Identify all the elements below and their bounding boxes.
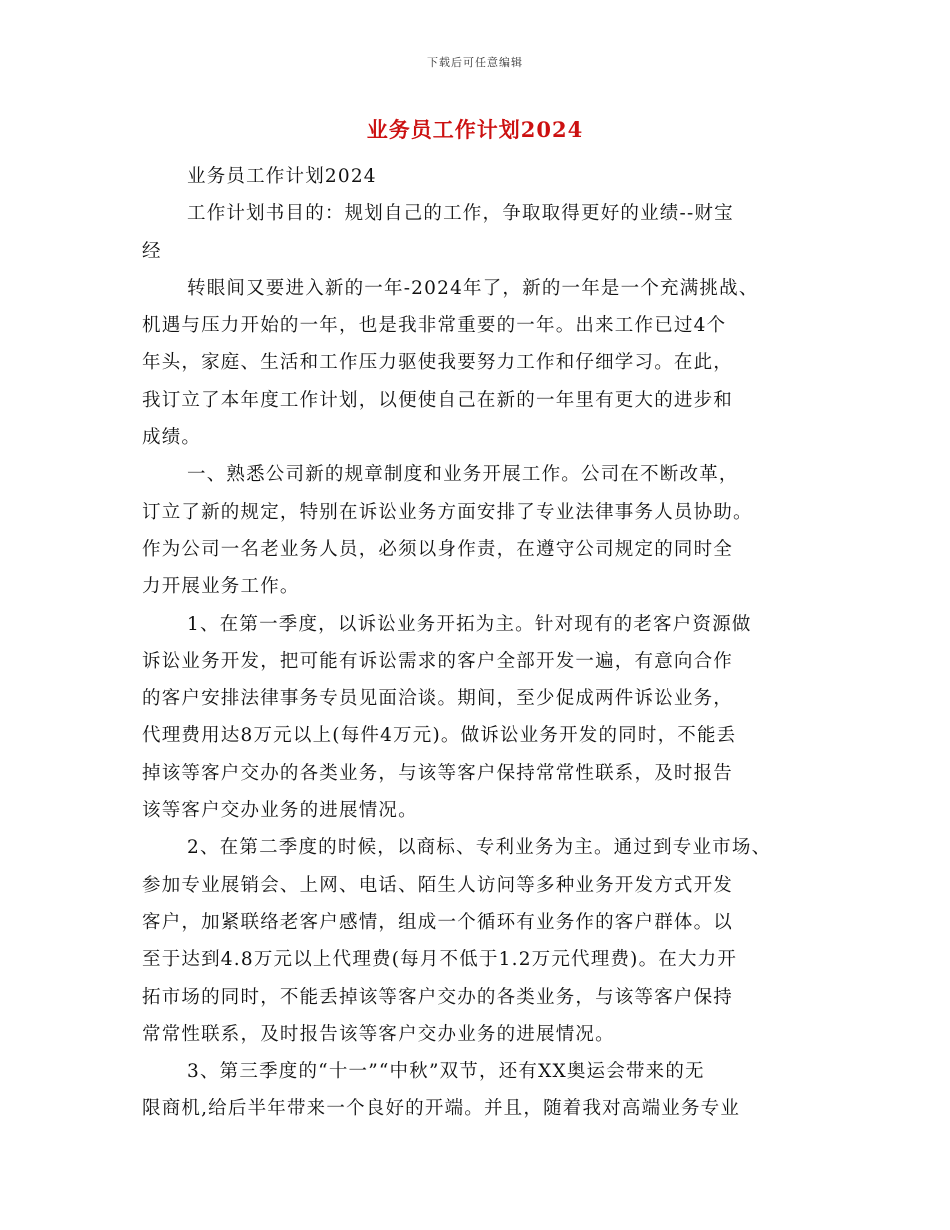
text-line: 限商机,给后半年带来一个良好的开端。并且，随着我对高端业务专业 [142, 1098, 741, 1120]
text-line: 代理费用达8万元以上(每件4万元)。做诉讼业务开发的同时，不能丢 [142, 725, 737, 747]
text-line: 常常性联系，及时报告该等客户交办业务的进展情况。 [142, 1023, 615, 1045]
text-line: 一、熟悉公司新的规章制度和业务开展工作。公司在不断改革， [187, 464, 739, 486]
text-line: 订立了新的规定，特别在诉讼业务方面安排了专业法律事务人员协助。 [142, 501, 753, 523]
document-title: 业务员工作计划2024 [366, 117, 584, 142]
document-body [142, 158, 822, 1128]
text-line: 转眼间又要进入新的一年-2024年了，新的一年是一个充满挑战、 [187, 277, 759, 299]
text-line: 成绩。 [142, 427, 202, 449]
text-line: 1、在第一季度，以诉讼业务开拓为主。针对现有的老客户资源做 [187, 613, 752, 635]
text-line: 作为公司一名老业务人员，必须以身作责，在遵守公司规定的同时全 [142, 538, 734, 560]
text-line: 客户，加紧联络老客户感情，组成一个循环有业务作的客户群体。以 [142, 911, 734, 933]
text-line: 掉该等客户交办的各类业务，与该等客户保持常常性联系，及时报告 [142, 762, 734, 784]
text-line: 我订立了本年度工作计划，以便使自己在新的一年里有更大的进步和 [142, 389, 734, 411]
text-line: 力开展业务工作。 [142, 576, 300, 598]
page-header-note: 下载后可任意编辑 [427, 56, 523, 69]
text-line: 拓市场的同时，不能丢掉该等客户交办的各类业务，与该等客户保持 [142, 986, 734, 1008]
text-line: 该等客户交办业务的进展情况。 [142, 800, 418, 822]
text-line: 诉讼业务开发，把可能有诉讼需求的客户全部开发一遍，有意向合作 [142, 650, 734, 672]
text-line: 工作计划书目的：规划自己的工作，争取取得更好的业绩--财宝 [187, 203, 734, 225]
text-line: 经 [142, 240, 162, 262]
text-line: 至于达到4.8万元以上代理费(每月不低于1.2万元代理费)。在大力开 [142, 949, 738, 971]
text-line: 年头，家庭、生活和工作压力驱使我要努力工作和仔细学习。在此， [142, 352, 734, 374]
text-line: 3、第三季度的“十一”“中秋”双节，还有XX奥运会带来的无 [187, 1061, 705, 1083]
text-line: 业务员工作计划2024 [187, 166, 377, 187]
text-line: 的客户安排法律事务专员见面洽谈。期间，至少促成两件诉讼业务， [142, 688, 734, 710]
text-line: 参加专业展销会、上网、电话、陌生人访问等多种业务开发方式开发 [142, 874, 734, 896]
text-line: 2、在第二季度的时候，以商标、专利业务为主。通过到专业市场、 [187, 837, 772, 859]
text-line: 机遇与压力开始的一年，也是我非常重要的一年。出来工作已过4个 [142, 315, 727, 337]
